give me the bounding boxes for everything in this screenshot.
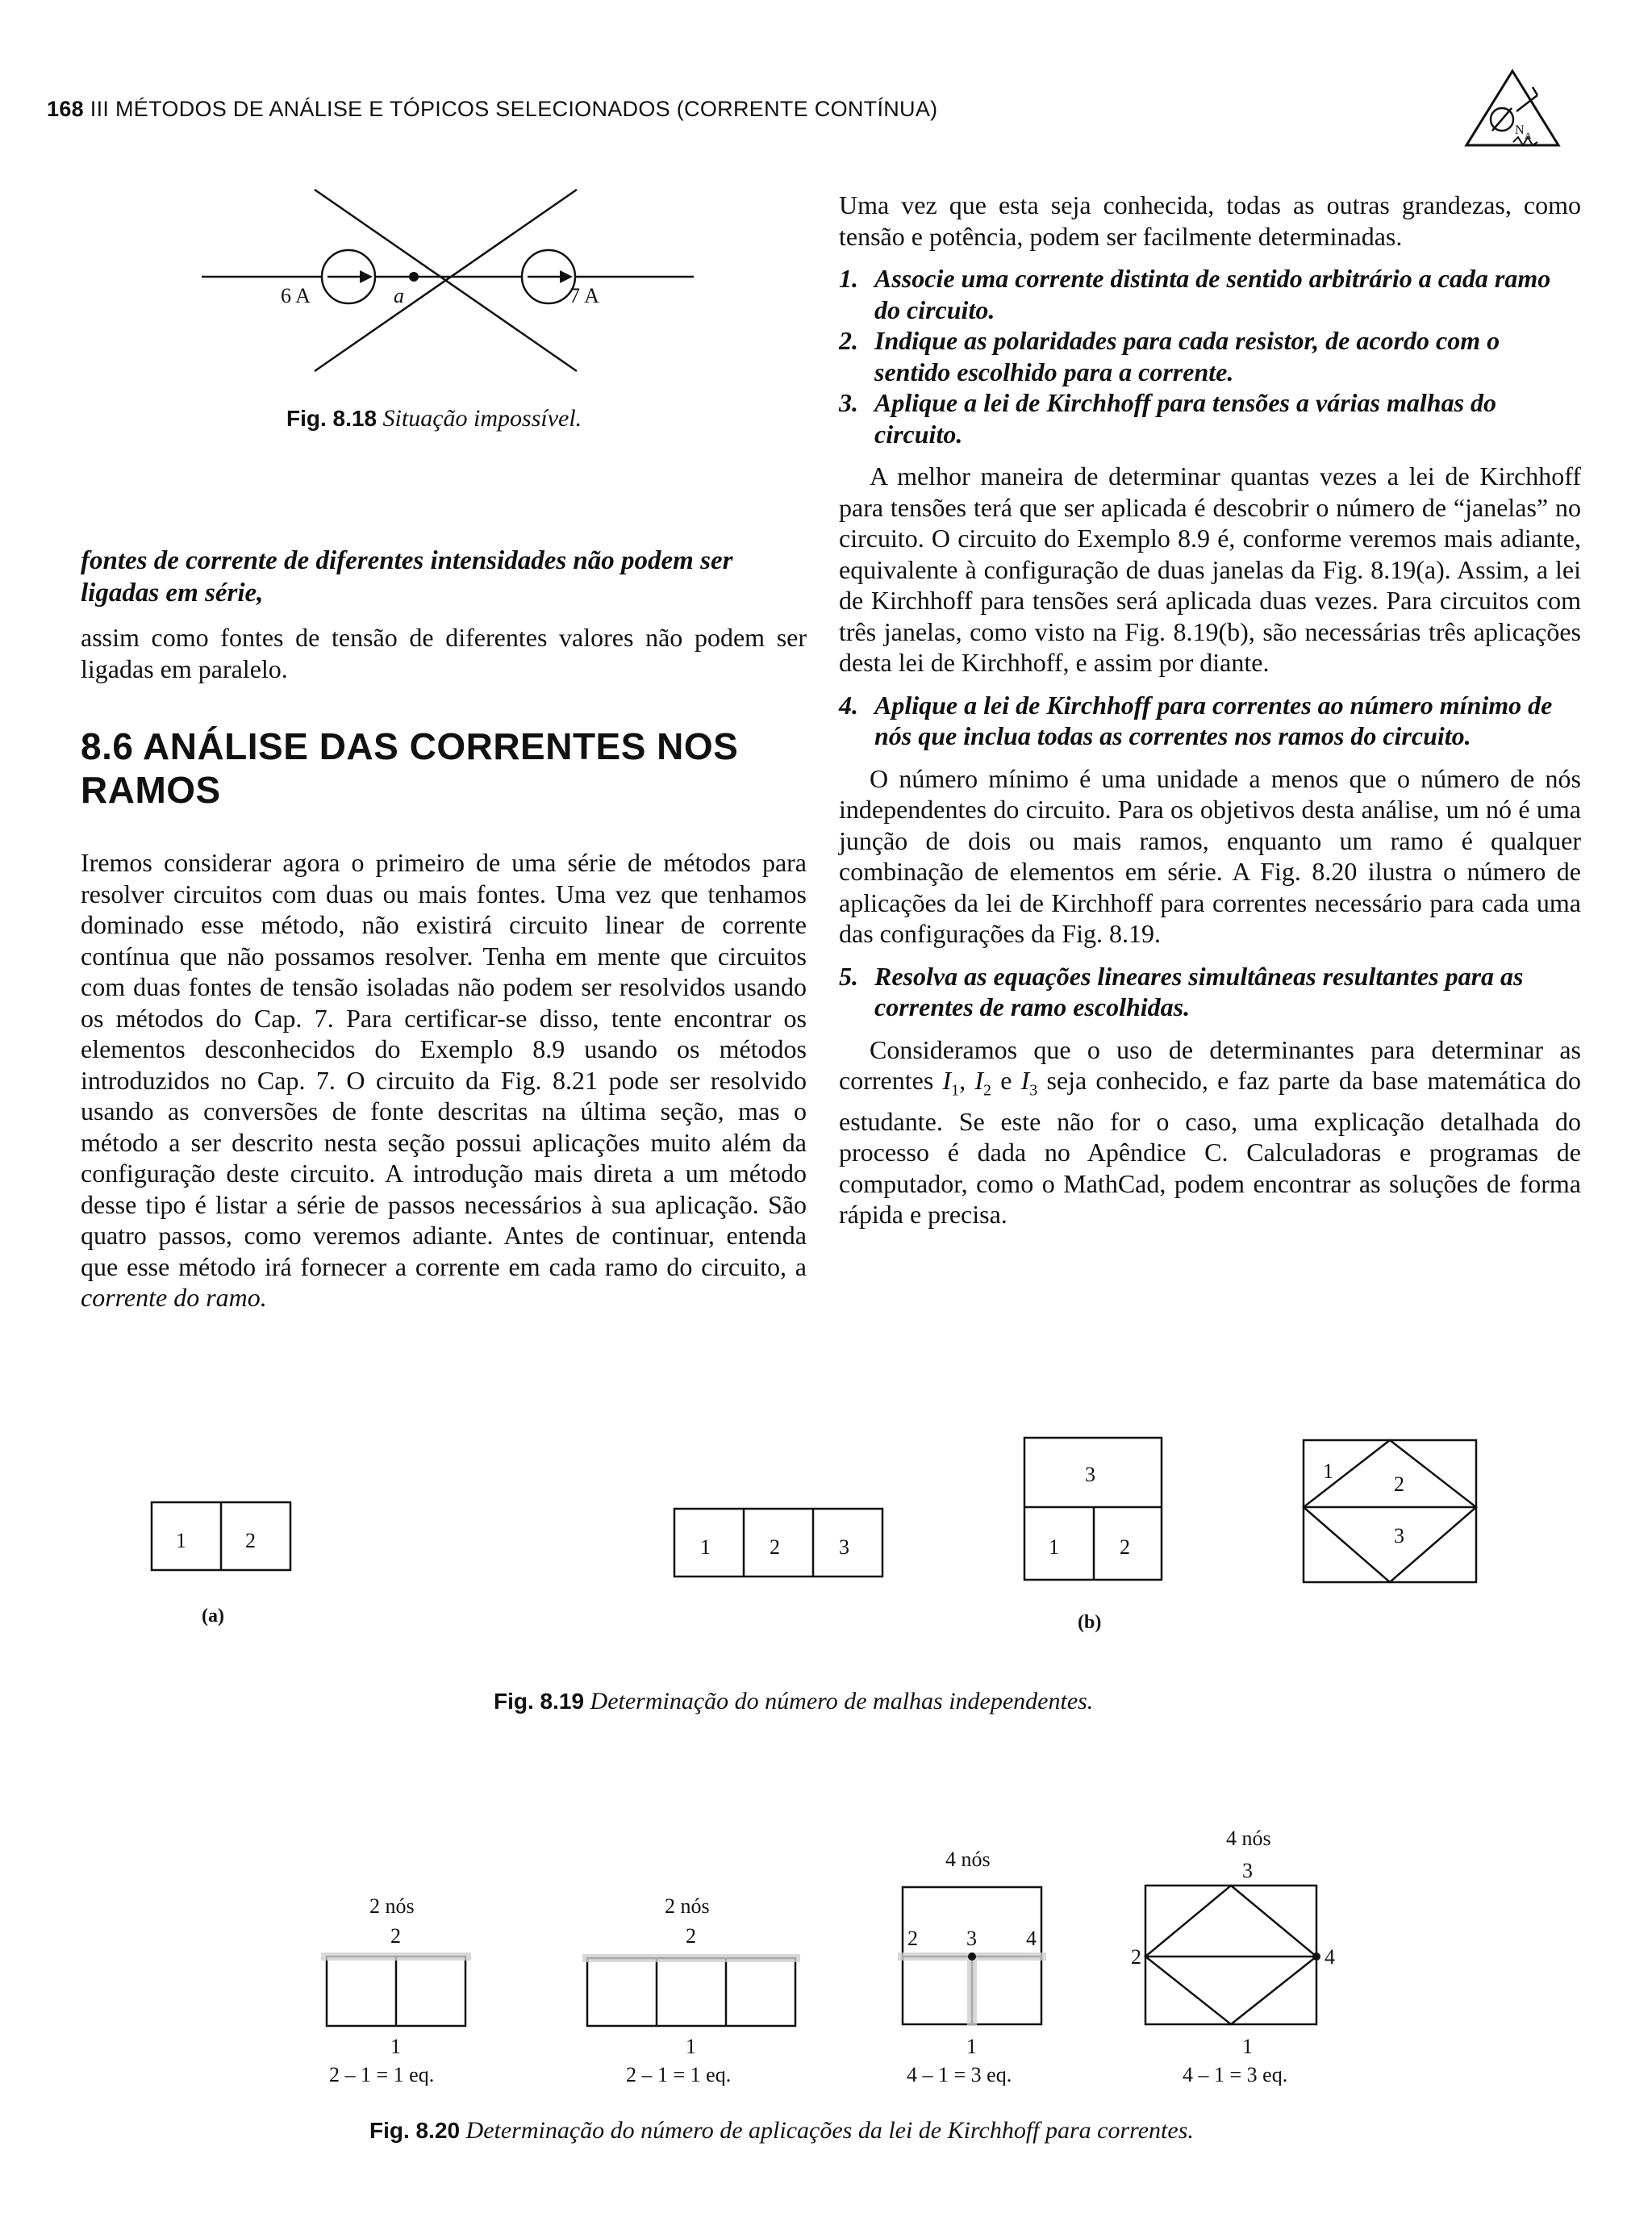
step-5: 5. Resolva as equações lineares simultâneas resultantes para as correntes de ramo escolhidas. (839, 961, 1524, 1021)
svg-text:A: A (1525, 130, 1532, 141)
fig20-c3-n3: 3 (966, 1927, 977, 1950)
fig-8-20-number: Fig. 8.20 (369, 2118, 461, 2143)
fig20-c3-n2: 2 (907, 1927, 918, 1950)
fig20-c1-nodes: 2 nós (369, 1894, 415, 1918)
left-column-body (81, 847, 807, 1313)
fig19-label-a: (a) (202, 1606, 224, 1627)
right-column (839, 190, 1581, 1230)
right-intro: Uma vez que esta seja conhecida, todas as outras grandezas, como tensão e potência, podem ser facilmente determinadas. (839, 190, 1581, 251)
fig20-c4-n4: 4 (1325, 1945, 1335, 1969)
fig19-b-diamond-2: 2 (1394, 1472, 1404, 1496)
fig19-b-three-1: 1 (700, 1535, 711, 1559)
running-title: MÉTODOS DE ANÁLISE E TÓPICOS SELECIONADOS (CORRENTE CONTÍNUA) (115, 97, 938, 121)
header-separator: III (90, 97, 110, 121)
parallel-note: assim como fontes de tensão de diferentes valores não podem ser ligadas em paralelo. (81, 623, 807, 683)
fig20-c3-bottom: 1 (966, 2035, 977, 2058)
fig19-b-three-2: 2 (770, 1535, 780, 1559)
intro-italic: corrente do ramo. (81, 1283, 267, 1312)
fig19-a-cell-1: 1 (176, 1529, 186, 1552)
fig19-b-stack-1: 1 (1049, 1535, 1059, 1559)
fig20-c4-n2: 2 (1131, 1945, 1141, 1969)
label-6a: 6 A (281, 284, 311, 307)
fig20-c2-bottom: 1 (686, 2035, 696, 2058)
fig-8-20-diagram (0, 1819, 1652, 2086)
nodes-paragraph: O número mínimo é uma unidade a menos que o número de nós independentes do circuito. Para os objetivos desta análise, um nó é uma junção de dois ou mais ramos, enquanto um ramo é qualquer combinação de elementos em série. A Fig. 8.20 ilustra o número de aplicações da lei de Kirchhoff para correntes necessário para cada uma das configurações da Fig. 8.19. (839, 763, 1581, 948)
fig19-b-diamond-3: 3 (1394, 1524, 1404, 1547)
fig20-c2-eq: 2 – 1 = 1 eq. (626, 2063, 732, 2086)
intro-text: Iremos considerar agora o primeiro de uma série de métodos para resolver circuitos com duas ou mais fontes. Uma vez que tenhamos dominado esse método, não existirá circuito linear de corrente contínua que não possamos resolver. Tenha em mente que circuitos com duas fontes de tensão isoladas não podem ser resolvidos usando os métodos do Cap. 7. Para certificar-se disso, tente encontrar os elementos desconhecidos do Exemplo 8.9 usando os métodos introduzidos no Cap. 7. O circuito da Fig. 8.21 pode ser resolvido usando as conversões de fonte descritas na última seção, mas o método a ser descrito nesta seção possui aplicações muito além da configuração deste circuito. A introdução mais direta a um método desse tipo é listar a série de passos necessários à sua aplicação. São quatro passos, como veremos adiante. Antes de continuar, entenda que esse método irá fornecer a corrente em cada ramo do circuito, a (81, 848, 807, 1281)
fig19-a-cell-2: 2 (245, 1529, 256, 1552)
fig-8-19-diagram (0, 1420, 1652, 1670)
fig-8-18-diagram (194, 182, 710, 383)
fig-8-19-caption (494, 1688, 1093, 1715)
fig20-c4-bottom: 1 (1242, 2035, 1253, 2058)
fig20-c3-n4: 4 (1026, 1927, 1037, 1950)
fig-8-19-number: Fig. 8.19 (494, 1689, 585, 1714)
fig20-c4-n3: 3 (1242, 1859, 1253, 1882)
fig19-b-three-3: 3 (839, 1535, 849, 1559)
fig-8-18-text: Situação impossível. (382, 405, 582, 432)
fig20-c1-top: 2 (390, 1924, 401, 1948)
label-7a: 7 A (569, 284, 599, 307)
fig19-b-stack-top: 3 (1085, 1463, 1095, 1486)
fig-8-18-number: Fig. 8.18 (286, 406, 378, 431)
fig19-b-diamond-1: 1 (1323, 1460, 1333, 1483)
windows-paragraph: A melhor maneira de determinar quantas vezes a lei de Kirchhoff para tensões terá que ser aplicada é descobrir o número de “janelas” no circuito. O circuito do Exemplo 8.9 é, conforme veremos mais adiante, equivalente à configuração de duas janelas da Fig. 8.19(a). Assim, a lei de Kirchhoff para tensões será aplicada duas vezes. Para circuitos com três janelas, como visto na Fig. 8.19(b), são necessárias três aplicações desta lei de Kirchhoff, e assim por diante. (839, 461, 1581, 677)
section-heading: 8.6 ANÁLISE DAS CORRENTES NOS RAMOS (81, 725, 739, 811)
step-4: 4. Aplique a lei de Kirchhoff para correntes ao número mínimo de nós que inclua todas as correntes nos ramos do circuito. (839, 690, 1553, 750)
svg-text:N: N (1515, 123, 1525, 137)
emphasis-statement: fontes de corrente de diferentes intensidades não podem ser ligadas em série, (81, 546, 733, 608)
running-header (47, 97, 937, 122)
fig20-c4-nodes: 4 nós (1226, 1827, 1271, 1850)
publisher-logo-icon (1460, 65, 1565, 153)
step-1: 1. Associe uma corrente distinta de sentido arbitrário a cada ramo do circuito. (839, 264, 1551, 324)
fig19-b-stack-2: 2 (1120, 1535, 1130, 1559)
determinants-paragraph: Consideramos que o uso de determinantes para determinar as correntes $I_1$, $I_2$ e $I_3$ seja conhecido, e faz parte da base matemática do estudante. Se este não for o caso, uma explicação detalhada do processo é dada no Apêndice C. Calculadoras e programas de computador, como o MathCad, podem encontrar as soluções de forma rápida e precisa. (839, 1034, 1582, 1230)
step-2: 2. Indique as polaridades para cada resistor, de acordo com o sentido escolhido para a corrente. (839, 326, 1500, 386)
fig20-c1-bottom: 1 (390, 2035, 401, 2058)
fig-8-20-caption (369, 2117, 1194, 2145)
fig20-c2-nodes: 2 nós (665, 1894, 710, 1918)
fig20-c3-nodes: 4 nós (945, 1848, 991, 1871)
branch-current-intro (81, 847, 807, 1313)
fig20-c3-eq: 4 – 1 = 3 eq. (907, 2063, 1012, 2086)
fig20-c4-eq: 4 – 1 = 3 eq. (1183, 2063, 1288, 2086)
step-3: 3. Aplique a lei de Kirchhoff para tensões a várias malhas do circuito. (839, 388, 1497, 449)
fig-8-18-caption (286, 405, 582, 432)
fig20-c1-eq: 2 – 1 = 1 eq. (329, 2063, 435, 2086)
fig-8-20-text: Determinação do número de aplicações da lei de Kirchhoff para correntes. (465, 2117, 1194, 2144)
label-node-a: a (394, 284, 404, 307)
fig-8-19-text: Determinação do número de malhas independentes. (590, 1688, 1094, 1714)
fig20-c2-top: 2 (686, 1924, 696, 1948)
left-column-top (81, 545, 807, 684)
page-number: 168 (47, 97, 84, 121)
fig19-label-b: (b) (1078, 1612, 1102, 1633)
